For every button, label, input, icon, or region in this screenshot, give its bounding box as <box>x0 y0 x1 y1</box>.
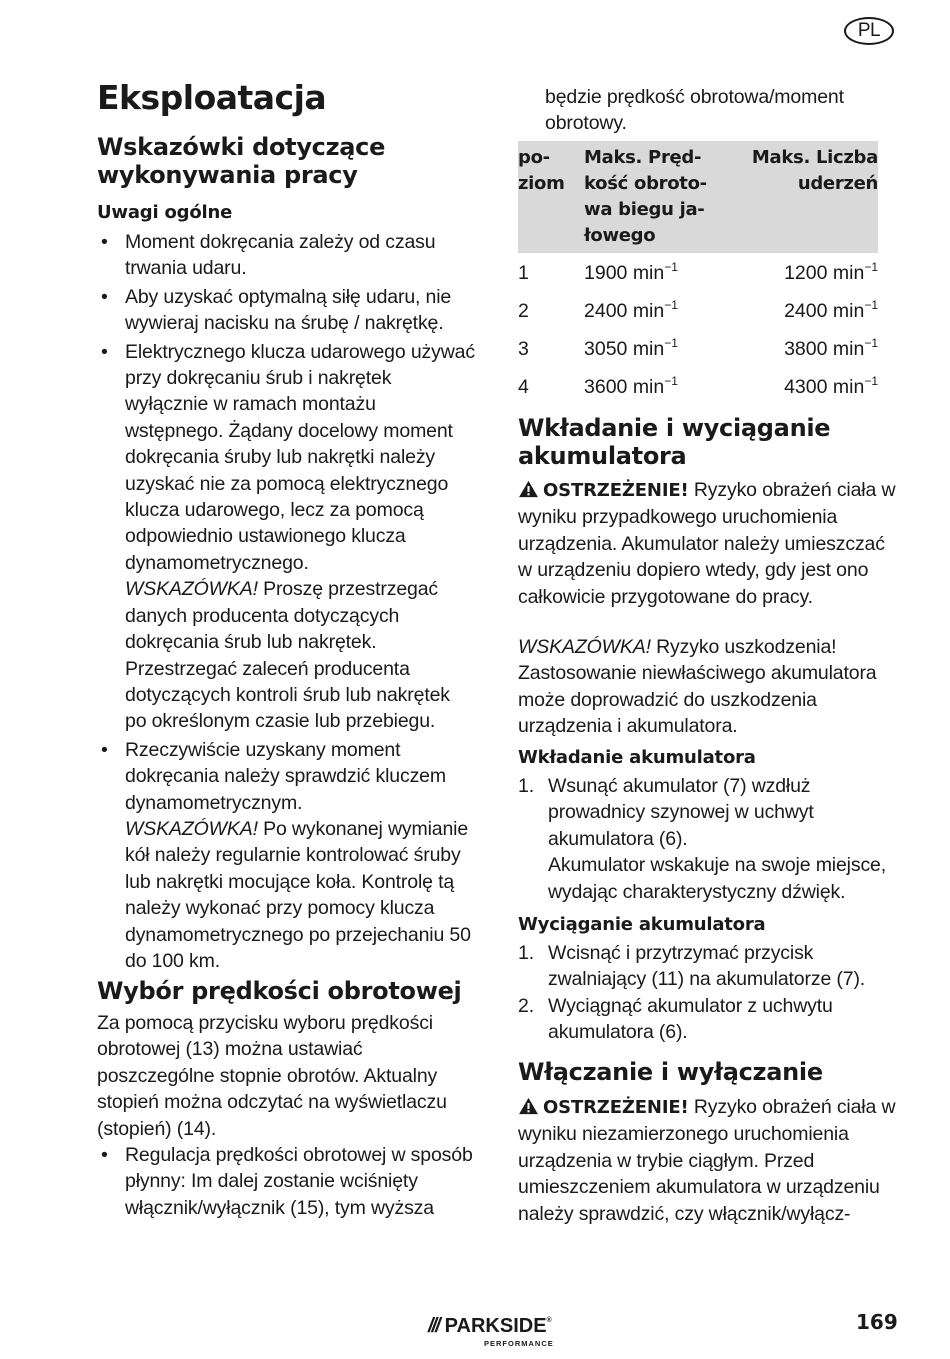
table-row <box>518 253 878 291</box>
logo-subline: PERFORMANCE <box>484 1339 554 1348</box>
warning-label: OSTRZEŻENIE! <box>543 1097 689 1118</box>
battery-note: WSKAZÓWKA! Ryzyko uszkodzenia! Zastosowanie niewłaściwego akumulatora może doprowadzić do uszkodzenia urządzenia i akumulatora. <box>518 636 877 738</box>
warning-label: OSTRZEŻENIE! <box>543 480 689 501</box>
header-idle-speed: Maks. Pręd- kość obroto- wa biegu ja- łowego <box>584 141 732 253</box>
step-item: 1. Wcisnąć i przytrzymać przycisk zwalniający (11) na akumulatorze (7). <box>518 942 866 991</box>
continuation-text: będzie prędkość obrotowa/moment obrotowy. <box>545 86 844 135</box>
section-heading-battery: Wkładanie i wyciąganie akumulatora <box>518 414 831 470</box>
insert-battery-steps <box>518 773 898 905</box>
note: WSKAZÓWKA! Proszę przestrzegać danych producenta dotyczących dokręcania śrub lub nakrętek. Przestrzegać zaleceń producenta dotyczących kontroli śrub lub nakrętek po określonym czasie lub przebiegu. <box>125 578 450 733</box>
warning-triangle-icon <box>518 480 539 498</box>
language-badge: PL <box>844 17 894 45</box>
logo-brand: PARKSIDE <box>444 1315 547 1337</box>
speed-selection-list <box>97 1142 475 1221</box>
note: WSKAZÓWKA! Po wykonanej wymianie kół należy regularnie kontrolować śruby lub nakrętki mocujące koła. Kontrolę tą należy wykonać przy pomocy klucza dynamometrycznego po przejechaniu 50 do 100 km. <box>125 817 471 972</box>
general-notes-list <box>97 229 475 974</box>
cell-level: 2 <box>518 300 529 322</box>
registered-mark: ® <box>546 1317 552 1324</box>
list-item: • Elektrycznego klucza udarowego używać przy dokręcaniu śrub i nakrętek wyłącznie w ramach montażu wstępnego. Żądany docelowy moment dokręcania śruby lub nakrętki należy uzyskać nie za pomocą elektrycznego klucza udarowego, lecz za pomocą odpowiednio ustawionego klucza dynamometrycznego. WSKAZÓWKA! Proszę przestrzegać danych producenta dotyczących dokręcania śrub lub nakrętek. Przestrzegać zaleceń producenta dotyczących kontroli śrub lub nakrętek po określonym czasie lub przebiegu. <box>97 339 475 735</box>
cell-impact-rate: 1200 $\min^{-1}$ <box>784 260 878 284</box>
parkside-logo <box>428 1315 588 1355</box>
list-item: • Regulacja prędkości obrotowej w sposób płynny: Im dalej zostanie wciśnięty włącznik/wyłącznik (15), tym wyższa <box>97 1142 475 1221</box>
list-item: • Moment dokręcania zależy od czasu trwania udaru. <box>97 229 475 282</box>
cell-impact-rate: 4300 $\min^{-1}$ <box>784 374 878 398</box>
section-heading-on-off: Włączanie i wyłączanie <box>518 1058 823 1086</box>
cell-level: 3 <box>518 338 529 360</box>
note-label: WSKAZÓWKA! <box>125 817 258 840</box>
header-level: po- ziom <box>518 141 584 253</box>
step-item: 1. Wsunąć akumulator (7) wzdłuż prowadnicy szynowej w uchwyt akumulatora (6). Akumulator wskakuje na swoje miejsce, wydając charakterystyczny dźwięk. <box>518 773 898 905</box>
cell-idle-speed: 1900 $\min^{-1}$ <box>584 260 678 284</box>
cell-idle-speed: 2400 $\min^{-1}$ <box>584 298 678 322</box>
table-row <box>518 367 878 405</box>
subheading-insert-battery: Wkładanie akumulatora <box>518 747 756 768</box>
list-item: • Aby uzyskać optymalną siłę udaru, nie wywieraj nacisku na śrubę / nakrętkę. <box>97 284 475 337</box>
battery-warning: OSTRZEŻENIE! Ryzyko obrażeń ciała w wyniku przypadkowego uruchomienia urządzenia. Akumulator należy umieszczać w urządzeniu dopiero wtedy, gdy jest ono całkowicie przygotowane do pracy. <box>518 479 896 608</box>
speed-selection-paragraph: Za pomocą przycisku wyboru prędkości obrotowej (13) można ustawiać poszczególne stopnie obrotów. Aktualny stopień można odczytać na wyświetlaczu (stopień) (14). <box>97 1012 447 1140</box>
header-impact-rate: Maks. Liczba uderzeń <box>732 141 878 253</box>
section-heading-work-tips: Wskazówki dotyczące wykonywania pracy <box>97 133 386 189</box>
list-item: • Rzeczywiście uzyskany moment dokręcania należy sprawdzić kluczem dynamometrycznym. WSKAZÓWKA! Po wykonanej wymianie kół należy regularnie kontrolować śruby lub nakrętki mocujące koła. Kontrolę tą należy wykonać przy pomocy klucza dynamometrycznego po przejechaniu 50 do 100 km. <box>97 737 475 975</box>
note-label: WSKAZÓWKA! <box>518 636 651 658</box>
table-row <box>518 329 878 367</box>
table-row <box>518 291 878 329</box>
cell-level: 4 <box>518 376 529 398</box>
note-label: WSKAZÓWKA! <box>125 578 258 601</box>
cell-idle-speed: 3600 $\min^{-1}$ <box>584 374 678 398</box>
table-header-row <box>518 141 878 253</box>
page-number: 169 <box>856 1310 898 1334</box>
on-off-warning: OSTRZEŻENIE! Ryzyko obrażeń ciała w wyniku niezamierzonego uruchomienia urządzenia w trybie ciągłym. Przed umieszczeniem akumulatora w urządzeniu należy sprawdzić, czy włącznik/wyłącz- <box>518 1096 896 1225</box>
subheading-remove-battery: Wyciąganie akumulatora <box>518 914 766 935</box>
section-heading-speed-selection: Wybór prędkości obrotowej <box>97 977 462 1005</box>
cell-impact-rate: 3800 $\min^{-1}$ <box>784 336 878 360</box>
speed-table <box>518 141 878 405</box>
warning-triangle-icon <box>518 1097 539 1115</box>
remove-battery-steps <box>518 940 898 1046</box>
subheading-general-notes: Uwagi ogólne <box>97 202 233 223</box>
page-title: Eksploatacja <box>97 78 327 117</box>
cell-idle-speed: 3050 $\min^{-1}$ <box>584 336 678 360</box>
step-result: Akumulator wskakuje na swoje miejsce, wydając charakterystyczny dźwięk. <box>548 854 887 903</box>
logo-slashes-icon: /// <box>428 1315 439 1337</box>
step-item: 2. Wyciągnąć akumulator z uchwytu akumulatora (6). <box>518 994 833 1044</box>
cell-impact-rate: 2400 $\min^{-1}$ <box>784 298 878 322</box>
cell-level: 1 <box>518 262 529 284</box>
